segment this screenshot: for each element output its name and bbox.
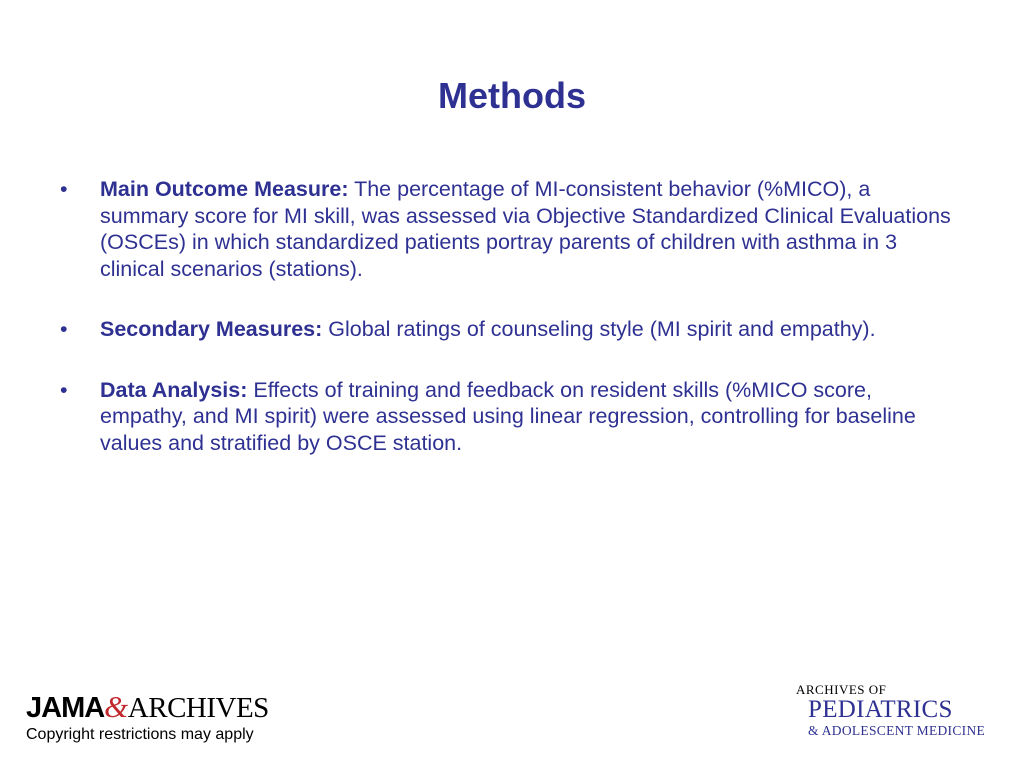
archives-pediatrics-logo [796,683,985,739]
bullet-data-analysis [60,377,960,457]
bullet-label: Data Analysis: [100,377,248,402]
bullet-icon: • [60,177,68,201]
footer-left [26,690,269,745]
bullet-icon: • [60,317,68,341]
slide-title: Methods [438,75,586,116]
bullet-text: Effects of training and feedback on resident skills (%MICO score, empathy, and MI spirit) were assessed using linear regression, controlling for baseline values and stratified by OSCE station. [100,377,916,455]
bullet-main-outcome-measure [60,176,960,282]
logo-jama-text: JAMA [26,692,105,724]
bullet-label: Secondary Measures: [100,317,323,341]
bullet-text: The percentage of MI-consistent behavior (%MICO), a summary score for MI skill, was assessed via Objective Standardized Clinical Evaluations (OSCEs) in which standardized patients portray parents of children with asthma in 3 clinical scenarios (stations). [100,177,951,281]
bullet-secondary-measures [60,316,960,343]
bullet-list [60,176,960,490]
logo-line-pediatrics: PEDIATRICS [808,696,953,723]
copyright-notice: Copyright restrictions may apply [26,726,254,743]
logo-archives-text: ARCHIVES [127,692,269,724]
logo-line-archives-of: ARCHIVES OF [796,682,887,697]
bullet-label: Main Outcome Measure: [100,177,349,201]
bullet-text: Global ratings of counseling style (MI spirit and empathy). [322,317,876,341]
logo-ampersand: & [104,689,128,724]
jama-archives-logo [26,690,269,725]
logo-line-adolescent-medicine: & ADOLESCENT MEDICINE [808,723,986,738]
bullet-icon: • [60,377,68,402]
